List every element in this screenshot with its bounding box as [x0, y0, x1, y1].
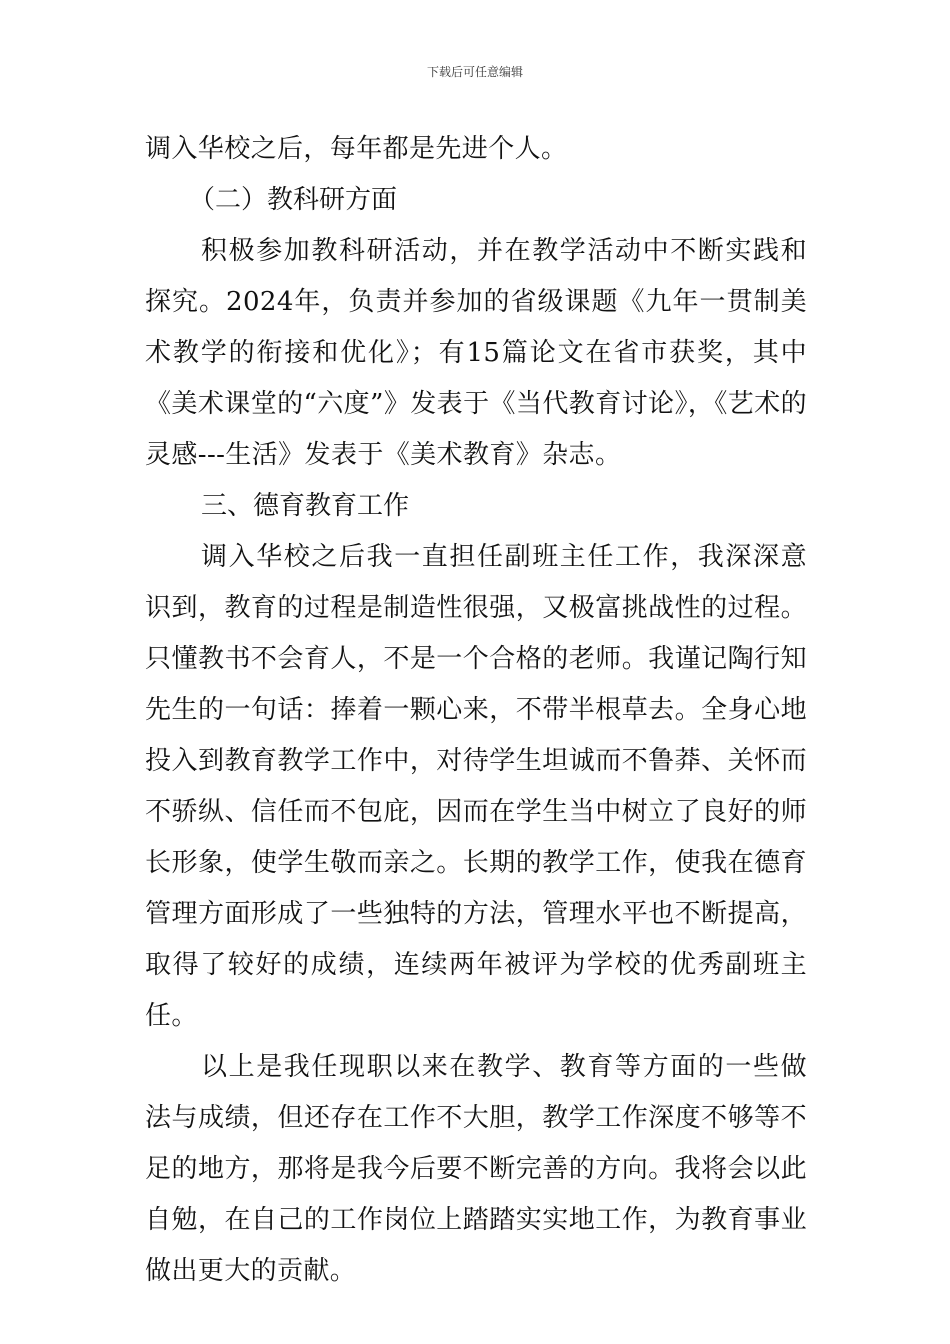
document-body — [145, 124, 807, 1297]
paragraph-research: 积极参加教科研活动，并在教学活动中不断实践和探究。2024年，负责并参加的省级课题《九年一贯制美术教学的衔接和优化》；有15篇论文在省市获奖，其中《美术课堂的“六度”》发表于《当代教育讨论》，《艺术的灵感---生活》发表于《美术教育》杂志。 — [145, 236, 807, 470]
section-heading-research: （二）教科研方面 — [189, 185, 398, 215]
paragraph-continuation: 调入华校之后，每年都是先进个人。 — [145, 134, 568, 164]
paragraph-summary: 以上是我任现职以来在教学、教育等方面的一些做法与成绩，但还存在工作不大胆，教学工作深度不够等不足的地方，那将是我今后要不断完善的方向。我将会以此自勉，在自己的工作岗位上踏踏实实地工作，为教育事业做出更大的贡献。 — [145, 1052, 807, 1286]
paragraph-moral-education: 调入华校之后我一直担任副班主任工作，我深深意识到，教育的过程是制造性很强，又极富挑战性的过程。只懂教书不会育人，不是一个合格的老师。我谨记陶行知先生的一句话：捧着一颗心来，不带半根草去。全身心地投入到教育教学工作中，对待学生坦诚而不鲁莽、关怀而不骄纵、信任而不包庇，因而在学生当中树立了良好的师长形象，使学生敬而亲之。长期的教学工作，使我在德育管理方面形成了一些独特的方法，管理水平也不断提高，取得了较好的成绩，连续两年被评为学校的优秀副班主任。 — [145, 542, 807, 1031]
page-header: 下载后可任意编辑 — [426, 65, 523, 79]
section-heading-moral-education: 三、德育教育工作 — [201, 491, 410, 521]
